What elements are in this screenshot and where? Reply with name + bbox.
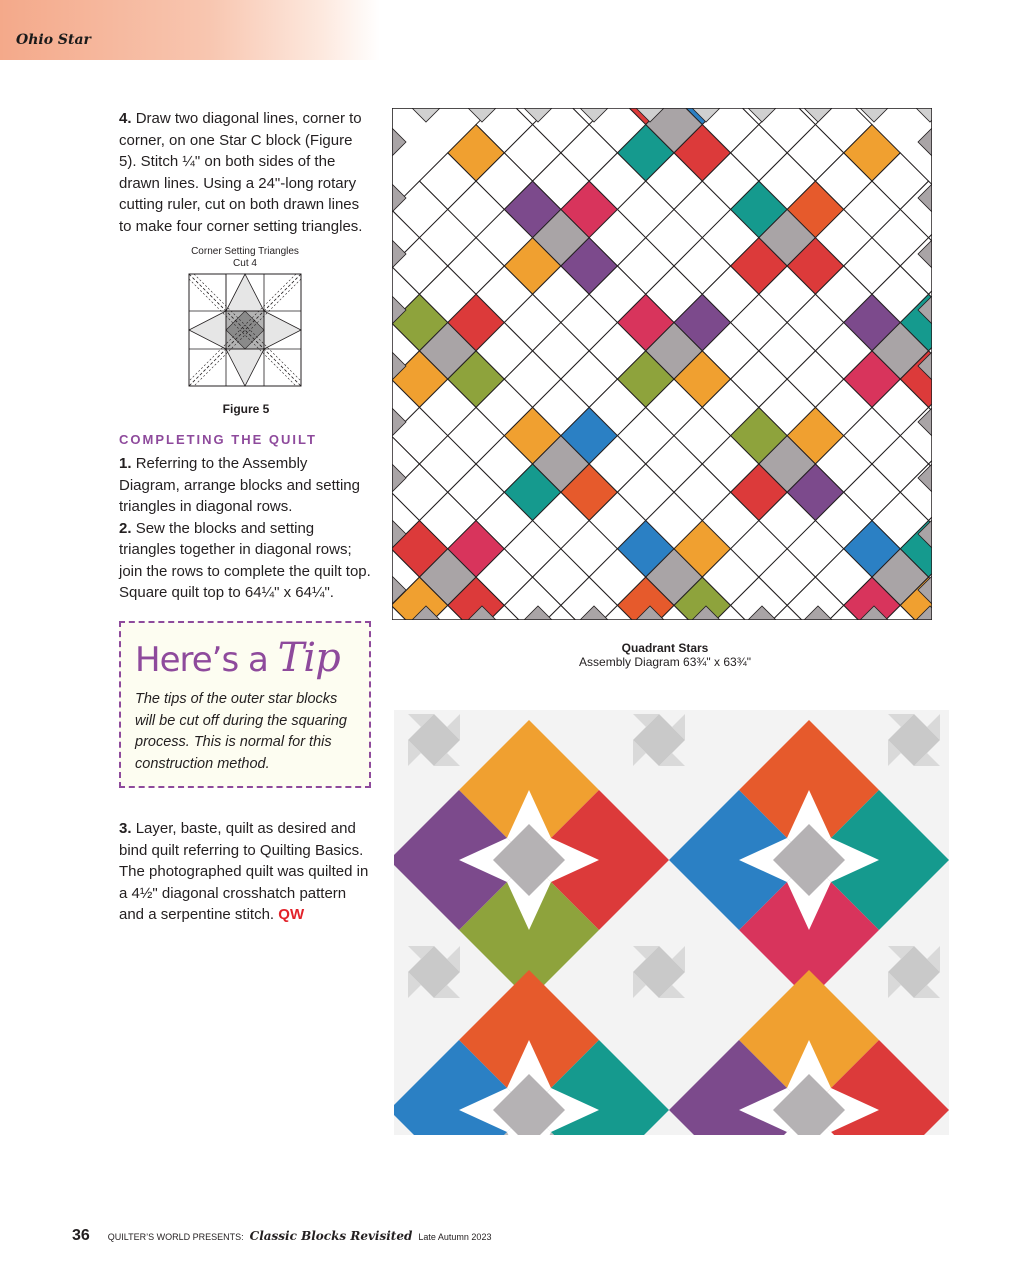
footer-issue: Late Autumn 2023	[418, 1232, 492, 1242]
figure-5-title-line2: Cut 4	[233, 258, 257, 269]
tip-title	[135, 635, 340, 681]
step-3-text: Layer, baste, quilt as desired and bind quilt referring to Quilting Basics. The photographed quilt was quilted in a 4½" diagonal crosshatch pattern and a serpentine stitch.	[119, 820, 369, 923]
assembly-diagram-title: Quadrant Stars	[621, 641, 709, 655]
step-1-text: Referring to the Assembly Diagram, arrange blocks and setting triangles in diagonal rows.	[119, 455, 360, 515]
header-band	[0, 0, 380, 60]
assembly-diagram	[392, 108, 932, 620]
step-2-paragraph	[119, 518, 371, 604]
page-number: 36	[72, 1227, 90, 1244]
qw-end-mark: QW	[278, 906, 305, 923]
step-1-paragraph	[119, 453, 371, 518]
figure-5-caption: Figure 5	[222, 402, 270, 416]
quilt-photo	[394, 710, 949, 1135]
figure-5-diagram	[188, 273, 302, 387]
section-title: Ohio Star	[16, 32, 91, 48]
step-4-paragraph	[119, 108, 371, 237]
step-1-number: 1.	[119, 455, 132, 472]
step-3-paragraph	[119, 818, 371, 926]
footer-publisher: QUILTER’S WORLD PRESENTS:	[107, 1232, 244, 1242]
figure-5-title-line1: Corner Setting Triangles	[191, 246, 299, 257]
step-4-text: Draw two diagonal lines, corner to corner, on one Star C block (Figure 5). Stitch ¼" on both sides of the drawn lines. Using a 24"-long rotary cutting ruler, cut on both drawn lines to make four corner setting triangles.	[119, 110, 363, 235]
steps-1-2	[119, 453, 371, 604]
assembly-diagram-subtitle: Assembly Diagram 63¾" x 63¾"	[579, 655, 751, 669]
assembly-diagram-caption	[560, 641, 770, 669]
footer-magazine: Classic Blocks Revisited	[249, 1229, 413, 1243]
footer	[72, 1227, 491, 1245]
completing-heading: COMPLETING THE QUILT	[119, 432, 317, 447]
tip-title-script: Tip	[277, 635, 340, 681]
figure-5-title	[170, 246, 320, 270]
tip-box	[119, 621, 371, 788]
step-2-number: 2.	[119, 519, 132, 537]
tip-body: The tips of the outer star blocks will be cut off during the squaring process. This is normal for this construction method.	[135, 691, 347, 772]
step-2-text: Sew the blocks and setting triangles together in diagonal rows; join the rows to complete the quilt top. Square quilt top to 64¼" x 64¼".	[119, 519, 371, 601]
step-3-number: 3.	[119, 820, 132, 837]
tip-title-prefix: Here’s a	[135, 640, 268, 680]
assembly-diagram-grid	[392, 108, 932, 620]
step-4-number: 4.	[119, 110, 132, 127]
